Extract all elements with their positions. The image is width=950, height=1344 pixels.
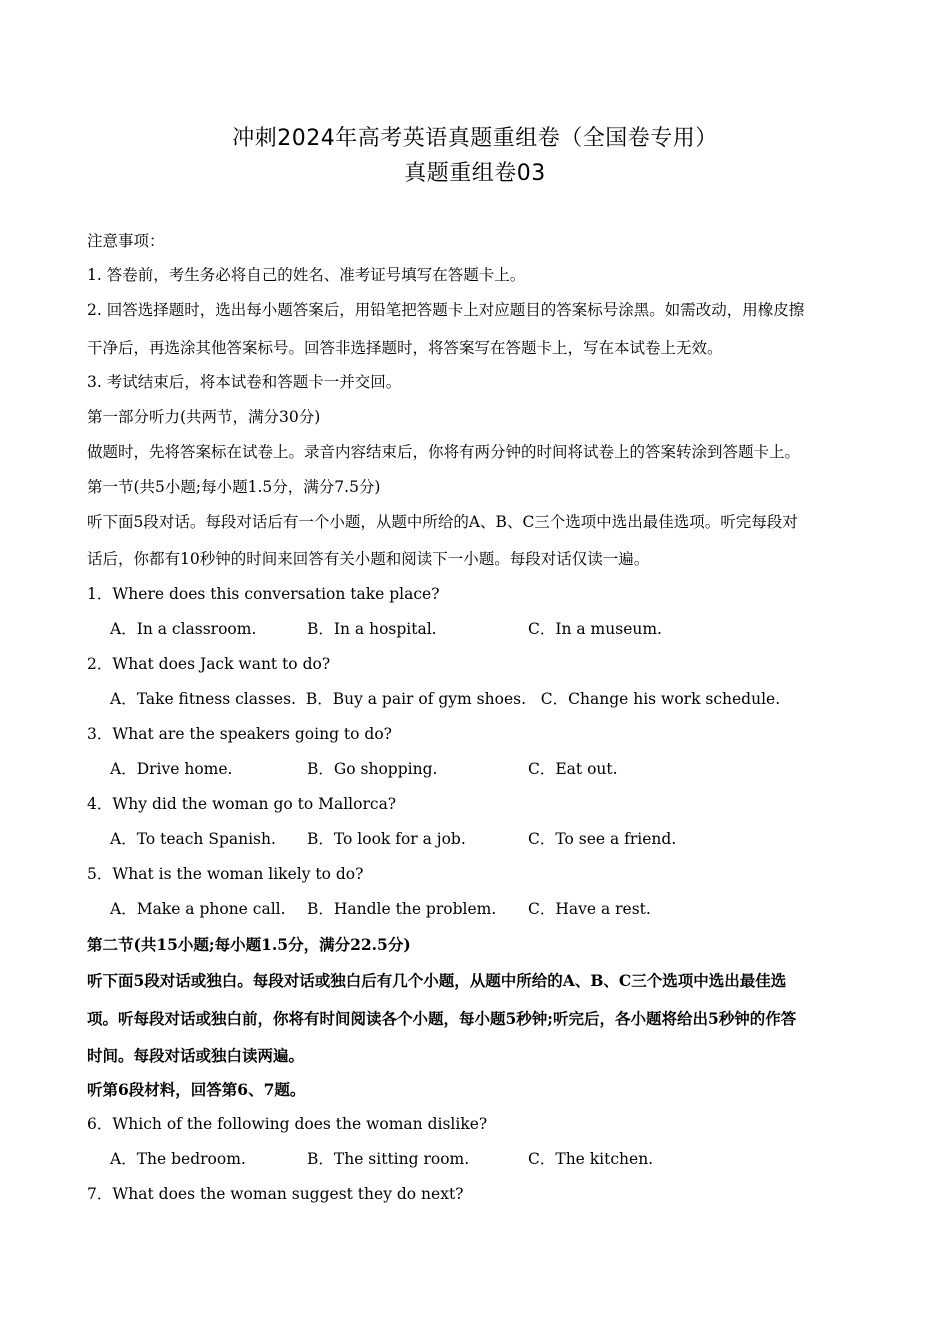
option-b: B．The sitting room. bbox=[307, 1150, 470, 1168]
notice-item-2-line-2: 干净后，再选涂其他答案标号。回答非选择题时，将答案写在答题卡上，写在本试卷上无效。 bbox=[87, 339, 723, 357]
option-b: B．Go shopping. bbox=[307, 760, 438, 778]
notice-item-2-line-1: 2. 回答选择题时，选出每小题答案后，用铅笔把答题卡上对应题目的答案标号涂黑。如需改动，用橡皮擦 bbox=[87, 301, 805, 319]
option-c: C．Have a rest. bbox=[528, 900, 651, 918]
question-stem: 1．Where does this conversation take place? bbox=[87, 585, 440, 603]
option-b: B．In a hospital. bbox=[307, 620, 437, 638]
exam-title: 冲刺2024年高考英语真题重组卷（全国卷专用） bbox=[232, 126, 718, 151]
option-a: A．Make a phone call. bbox=[110, 900, 286, 918]
option-b: B．To look for a job. bbox=[307, 830, 466, 848]
option-c: C．To see a friend. bbox=[528, 830, 677, 848]
question-stem: 2．What does Jack want to do? bbox=[87, 655, 331, 673]
question-stem: 6．Which of the following does the woman dislike? bbox=[87, 1115, 488, 1133]
question-stem: 5．What is the woman likely to do? bbox=[87, 865, 364, 883]
section2-heading: 第二节(共15小题;每小题1.5分，满分22.5分) bbox=[87, 935, 411, 954]
option-c: C．Eat out. bbox=[528, 760, 618, 778]
notice-heading: 注意事项： bbox=[87, 232, 165, 250]
exam-subtitle: 真题重组卷03 bbox=[404, 161, 546, 186]
section2-instruction-line-3: 时间。每段对话或独白读两遍。 bbox=[87, 1046, 305, 1065]
notice-item-1: 1. 答卷前，考生务必将自己的姓名、准考证号填写在答题卡上。 bbox=[87, 266, 526, 284]
section2-instruction-line-1: 听下面5段对话或独白。每段对话或独白后有几个小题，从题中所给的A、B、C三个选项中选出最佳选 bbox=[87, 971, 787, 990]
option-a: A．In a classroom. bbox=[110, 620, 257, 638]
section1-instruction-line-1: 听下面5段对话。每段对话后有一个小题，从题中所给的A、B、C三个选项中选出最佳选项。听完每段对 bbox=[87, 513, 798, 531]
section1-instruction-line-2: 话后，你都有10秒钟的时间来回答有关小题和阅读下一小题。每段对话仅读一遍。 bbox=[87, 550, 650, 568]
option-b: B．Handle the problem. bbox=[307, 900, 497, 918]
section2-instruction-line-2: 项。听每段对话或独白前，你将有时间阅读各个小题，每小题5秒钟;听完后，各小题将给出5秒钟的作答 bbox=[87, 1009, 797, 1028]
question-stem: 3．What are the speakers going to do? bbox=[87, 725, 392, 743]
option-c: C．In a museum. bbox=[528, 620, 662, 638]
notice-item-3: 3. 考试结束后，将本试卷和答题卡一并交回。 bbox=[87, 373, 402, 391]
option-a: A．Drive home. bbox=[110, 760, 233, 778]
material-6-heading: 听第6段材料，回答第6、7题。 bbox=[87, 1080, 306, 1099]
options-inline: A．Take fitness classes. B．Buy a pair of gym shoes. C．Change his work schedule. bbox=[110, 690, 781, 708]
option-a: A．To teach Spanish. bbox=[110, 830, 276, 848]
section1-heading: 第一节(共5小题;每小题1.5分，满分7.5分) bbox=[87, 478, 381, 496]
question-stem: 7．What does the woman suggest they do next? bbox=[87, 1185, 464, 1203]
option-a: A．The bedroom. bbox=[110, 1150, 246, 1168]
option-c: C．The kitchen. bbox=[528, 1150, 654, 1168]
part1-heading: 第一部分听力(共两节，满分30分) bbox=[87, 408, 321, 426]
part1-instruction: 做题时，先将答案标在试卷上。录音内容结束后，你将有两分钟的时间将试卷上的答案转涂到答题卡上。 bbox=[87, 443, 801, 461]
question-stem: 4．Why did the woman go to Mallorca? bbox=[87, 795, 397, 813]
